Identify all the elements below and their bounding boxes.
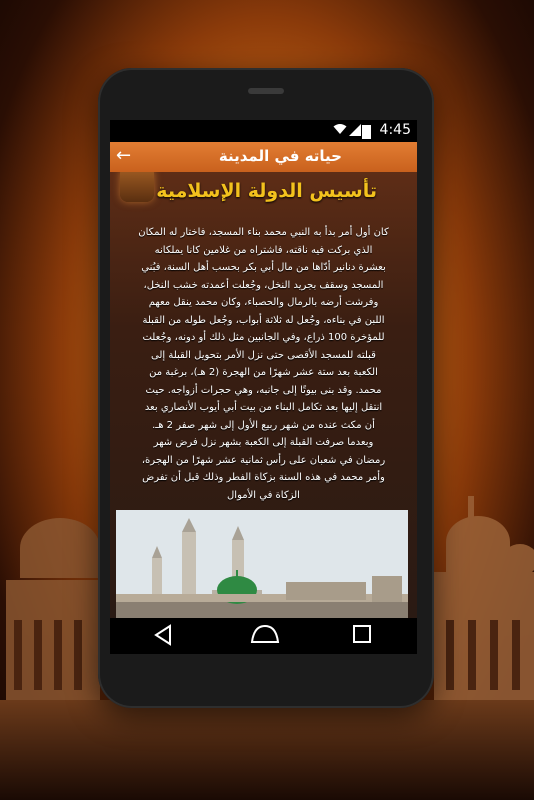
article-line: الذي بركت فيه ناقته، فاشتراه من غلامين كانا يملكانه (154, 244, 373, 256)
article-line: قبلته للمسجد الأقصى حتى نزل الأمر بتحويل القبلة إلى (151, 349, 376, 361)
article-line: بعشرة دنانير أدّاها من مال أبي بكر بحسب أهل السنة، فبُني (141, 262, 386, 273)
home-icon[interactable] (250, 624, 280, 644)
mosque-photo (116, 510, 408, 618)
wifi-icon (333, 123, 347, 135)
article-line: رمضان في شعبان على رأس ثمانية عشر شهرًا من الهجرة، (141, 454, 386, 466)
article-line: الزكاة في الأموال (227, 489, 300, 501)
article-line: انتقل إليها بعد تكامل البناء من بيت أبي أيوب الأنصاري بعد (144, 402, 383, 413)
arrow-back-icon[interactable]: ← (116, 145, 132, 166)
lantern-decoration (120, 172, 154, 202)
phone-screen (110, 120, 417, 654)
page-title: حياته في المدينة (218, 147, 342, 165)
article-line: اللبن في بناءه، وجُعل له ثلاثة أبواب، وجُعل طوله من القبلة (142, 314, 385, 326)
article-line: كان أول أمر بدأ به النبي محمد بناء المسجد، فاختار له المكان (138, 227, 389, 238)
article-line: للمؤخرة 100 ذراع، وفي الجانبين مثل ذلك أو دونه، وجُعلت (142, 332, 385, 343)
article-line: المسجد وسقف بجريد النخل، وجُعلت أعمدته خشب النخل، (143, 279, 384, 291)
app-bar (110, 142, 417, 172)
article-line: الكعبة بعد ستة عشر شهرًا من الهجرة (2 هـ)، برغبة من (149, 367, 378, 378)
phone-frame (98, 68, 434, 708)
article-content[interactable] (110, 172, 417, 618)
article-line: وبعدما صرفت القبلة إلى الكعبة بشهر نزل فرض شهر (153, 437, 374, 448)
article-heading: تأسيس الدولة الإسلامية (156, 180, 377, 202)
battery-icon (362, 125, 371, 139)
article-line: وأمر محمد في هذه السنة بزكاة الفطر وذلك قبل أن تفرض (142, 472, 385, 483)
signal-icon (349, 124, 361, 136)
mosque-photo-drawing (116, 510, 408, 618)
status-bar (110, 120, 417, 142)
status-time: 4:45 (379, 122, 411, 138)
back-triangle-icon[interactable] (152, 624, 174, 646)
article-line: محمد. وقد بنى بيوتًا إلى جانبه، وهي حجرات أزواجه. حيث (145, 384, 382, 396)
recents-icon[interactable] (352, 624, 372, 644)
article-text (112, 224, 415, 504)
article-line: وفرشت أرضه بالرمال والحصباء، وكان محمد ينقل معهم (148, 297, 379, 308)
article-line: أن مكث عنده من شهر ربيع الأول إلى شهر صفر 2 هـ. (152, 419, 375, 431)
phone-speaker (248, 88, 284, 94)
navigation-bar (110, 618, 417, 654)
